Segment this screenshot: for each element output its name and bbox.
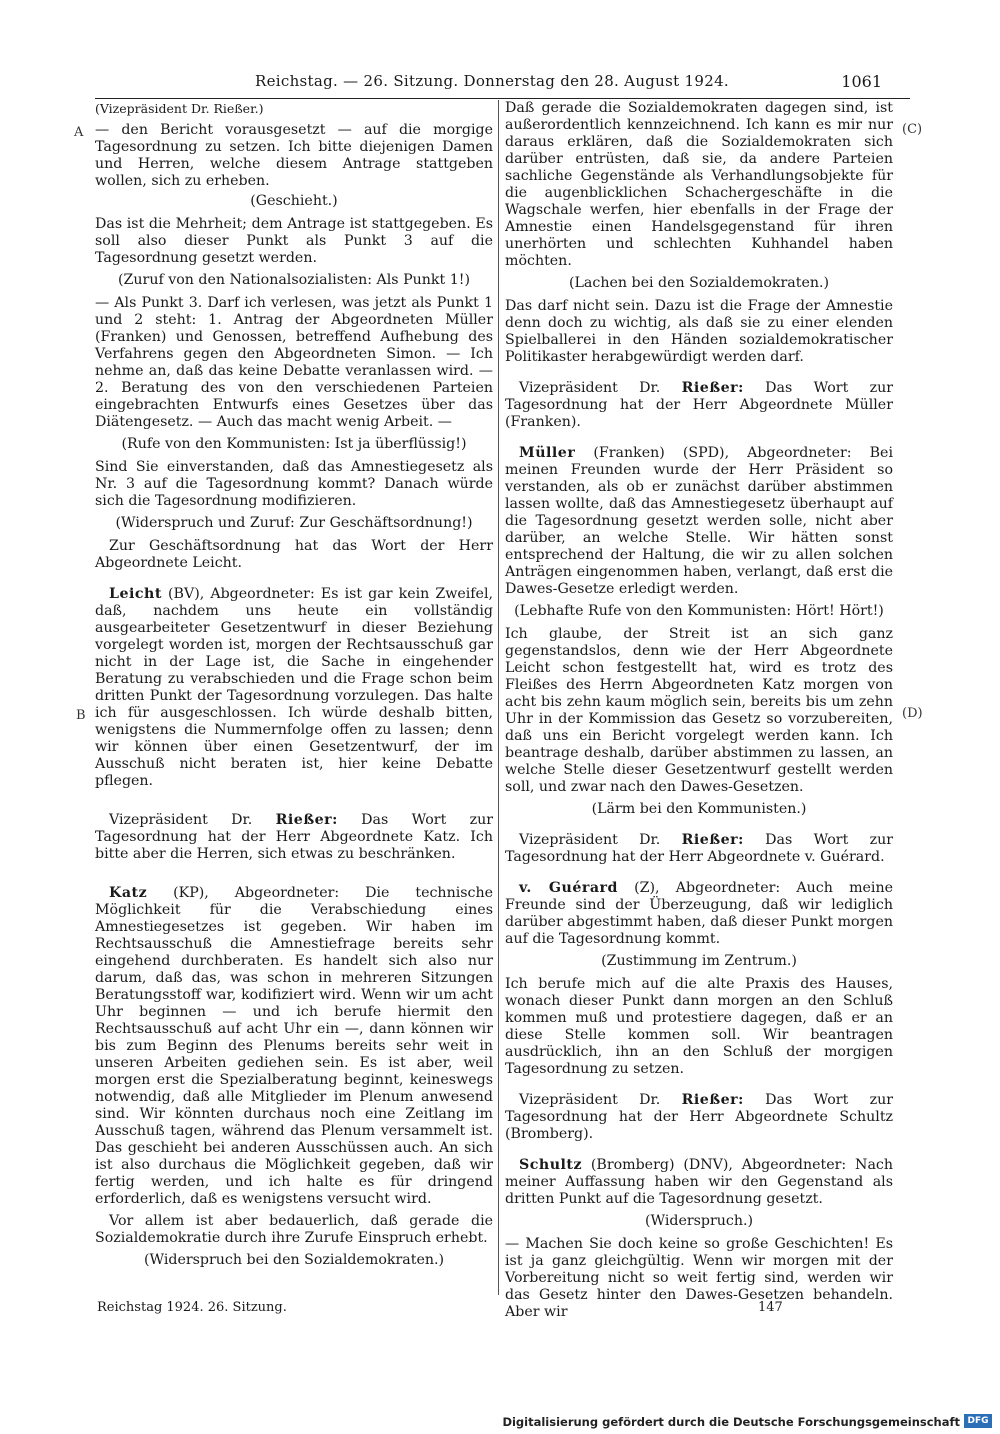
dfg-logo: DFG bbox=[964, 1414, 992, 1428]
speech bbox=[505, 380, 893, 431]
speaker-title: Vizepräsident Dr. bbox=[519, 380, 682, 396]
speaker-name: Rießer: bbox=[275, 812, 338, 828]
speaker-name: Rießer: bbox=[681, 380, 744, 396]
speaker-name: Rießer: bbox=[681, 1092, 744, 1108]
column-divider bbox=[498, 100, 499, 1295]
speech-text: Das Wort zur Tagesordnung hat der Herr Abgeordnete Schultz (Bromberg). bbox=[505, 1092, 893, 1142]
margin-mark-c: (C) bbox=[902, 122, 923, 137]
stage-direction: (Zuruf von den Nationalsozialisten: Als Punkt 1!) bbox=[118, 272, 470, 288]
stage-direction: (Lebhafte Rufe von den Kommunisten: Hört! Hört!) bbox=[514, 603, 884, 619]
paragraph: Das ist die Mehrheit; dem Antrage ist stattgegeben. Es soll also dieser Punkt als Punkt 3 auf die Tagesordnung gesetzt werden. bbox=[95, 216, 493, 266]
paragraph: Daß gerade die Sozialdemokraten dagegen sind, ist außerordentlich kennzeichnend. Ich kann es mir nur daraus erklären, daß die Sozialdemokraten sich darüber entrüsten, daß sie, da andere Parteien sachliche Gegenstände als Verhandlungsobjekte für die augenblicklichen Schachergeschäfte in die Wagschale werfen, hier ebenfalls in der Frage der Amnestie einen Handelsgegenstand für ihren unerhörten und schlechten Kuhhandel haben möchten. bbox=[505, 100, 893, 269]
speech-text: Das Wort zur Tagesordnung hat der Herr Abgeordnete Müller (Franken). bbox=[505, 380, 893, 430]
speaker-title: Vizepräsident Dr. bbox=[109, 812, 276, 828]
footer-sheet-number: 147 bbox=[758, 1300, 783, 1315]
right-column bbox=[505, 100, 893, 1326]
speaker-name: v. Guérard bbox=[519, 880, 618, 896]
paragraph: Das darf nicht sein. Dazu ist die Frage der Amnestie denn doch zu wichtig, als daß sie zu einer elenden Spielballerei in den Händen sozialdemokratischer Politikaster herabgewürdigt werden darf. bbox=[505, 298, 893, 365]
footer-session: Reichstag 1924. 26. Sitzung. bbox=[97, 1300, 287, 1315]
stage-direction: (Widerspruch.) bbox=[644, 1213, 754, 1229]
stage-direction: (Zustimmung im Zentrum.) bbox=[601, 953, 797, 969]
paragraph: Ich berufe mich auf die alte Praxis des Hauses, wonach dieser Punkt dann morgen an den Schluß kommen muß und protestiere dagegen, daß er an diese Stelle kommen soll. Wir beantragen ausdrücklich, ihn an den Schluß der morgigen Tagesordnung zu setzen. bbox=[505, 976, 893, 1077]
speaker-title: Vizepräsident Dr. bbox=[519, 832, 682, 848]
speech-text: (KP), Abgeordneter: Die technische Möglichkeit für die Verabschiedung eines Amnestiegesetzes ist gegeben. Wir haben im Rechtsausschuß die Amnestiefrage bereits sehr eingehend durchberaten. Es handelt sich also nur darum, daß das, was schon in mehreren Sitzungen Beratungsstoff war, kodifiziert wird. Wenn wir um acht Uhr beginnen — und ich berufe hiermit den Rechtsausschuß auf acht Uhr ein —, dann können wir bis zum Beginn des Plenums bereits sehr weit in unseren Arbeiten gediehen sein. Es ist aber, weil morgen erst die Spezialberatung beginnt, keineswegs notwendig, daß alle Mitglieder im Plenum anwesend sind. Wir könnten durchaus noch eine Zeitlang im Ausschuß tagen, während das Plenum versammelt ist. Das geschieht bei anderen Ausschüssen auch. An sich ist also durchaus die Möglichkeit gegeben, daß wir fertig werden, und ich halte es für dringend erforderlich, daß es wenigstens versucht wird. bbox=[95, 885, 493, 1207]
stage-direction: (Lärm bei den Kommunisten.) bbox=[591, 801, 807, 817]
running-header bbox=[95, 70, 910, 99]
speech-text: (BV), Abgeordneter: Es ist gar kein Zweifel, daß, nachdem uns heute ein vollständig ausgearbeiteter Gesetzentwurf in dieser Beziehung vorgelegt worden ist, morgen der Rechtsausschuß gar nicht in der Lage ist, die Sache in eingehender Beratung zu verabschieden und die Frage schon beim dritten Punkt der Tagesordnung vorzulegen. Das halte ich für ausgeschlossen. Ich würde deshalb bitten, wenigstens die Nummernfolge offen zu lassen; denn wir können über einen Gesetzentwurf, der im Ausschuß nicht beraten ist, hier keine Debatte pflegen. bbox=[95, 586, 493, 789]
paragraph: Zur Geschäftsordnung hat das Wort der Herr Abgeordnete Leicht. bbox=[95, 538, 493, 571]
speaker-name: Schultz bbox=[519, 1157, 583, 1173]
paragraph: — den Bericht vorausgesetzt — auf die morgige Tagesordnung zu setzen. Ich bitte diejenigen Damen und Herren, welche diesem Antrage stattgeben wollen, sich zu erheben. bbox=[95, 122, 493, 189]
speech-text: Das Wort zur Tagesordnung hat der Herr Abgeordnete Katz. Ich bitte aber die Herren, sich etwas zu beschränken. bbox=[95, 812, 493, 862]
speaker-title: Vizepräsident Dr. bbox=[519, 1092, 682, 1108]
speech bbox=[505, 880, 893, 948]
margin-mark-b: B bbox=[76, 708, 86, 723]
speech bbox=[505, 1157, 893, 1208]
margin-mark-a: A bbox=[74, 125, 84, 140]
paragraph: Vor allem ist aber bedauerlich, daß gerade die Sozialdemokratie durch ihre Zurufe Einspruch erhebt. bbox=[95, 1213, 493, 1246]
paragraph: Ich glaube, der Streit ist an sich ganz gegenstandslos, denn wie der Herr Abgeordnete Leicht schon festgestellt hat, wird es trotz des Fleißes des Herrn Abgeordneten Katz morgen von acht bis zehn kaum möglich sein, bereits bis um zehn Uhr in der Kommission das Gesetz so vorzubereiten, daß uns ein Bericht vorgelegt werden kann. Ich beantrage deshalb, darüber abstimmen zu lassen, an welche Stelle dieser Gesetzentwurf gestellt werden soll, und zwar nach den Dawes-Gesetzen. bbox=[505, 626, 893, 795]
speech bbox=[95, 885, 493, 1208]
paragraph: — Als Punkt 3. Darf ich verlesen, was jetzt als Punkt 1 und 2 steht: 1. Antrag der Abgeordneten Müller (Franken) und Genossen, betreffend Aufhebung des Verfahrens gegen den Abgeordneten Simon. — Ich nehme an, daß das keine Debatte veranlassen wird. — 2. Beratung des von den verschiedenen Parteien eingebrachten Entwurfs eines Gesetzes über das Diätengesetz. — Auch das macht wenig Arbeit. — bbox=[95, 295, 493, 430]
speech bbox=[95, 586, 493, 790]
paragraph: Sind Sie einverstanden, daß das Amnestiegesetz als Nr. 3 auf die Tagesordnung kommt? Danach würde sich die Tagesordnung modifizieren. bbox=[95, 459, 493, 509]
speaker-name: Müller bbox=[519, 445, 576, 461]
dfg-notice: Digitalisierung gefördert durch die Deutsche Forschungsgemeinschaft bbox=[502, 1415, 960, 1429]
margin-mark-d: (D) bbox=[902, 706, 923, 721]
speaker-continuation: (Vizepräsident Dr. Rießer.) bbox=[95, 101, 264, 116]
speaker-name: Leicht bbox=[109, 586, 162, 602]
stage-direction: (Widerspruch bei den Sozialdemokraten.) bbox=[143, 1252, 445, 1268]
speech-text: (Franken) (SPD), Abgeordneter: Bei meinen Freunden wurde der Herr Präsident so verstanden, als ob er zunächst darüber abstimmen lassen wollte, daß das Amnestiegesetz überhaupt auf die Tagesordnung gesetzt werden solle, nicht aber darüber, an welche Stelle. Wir hätten sonst entsprechend der Haltung, die wir zu allen solchen Anträgen eingenommen haben, verlangt, daß erst die Dawes-Gesetze erledigt werden. bbox=[505, 445, 893, 597]
stage-direction: (Widerspruch und Zuruf: Zur Geschäftsordnung!) bbox=[115, 515, 473, 531]
speaker-name: Katz bbox=[109, 885, 148, 901]
speech bbox=[505, 832, 893, 866]
stage-direction: (Lachen bei den Sozialdemokraten.) bbox=[568, 275, 830, 291]
speech-text: (Z), Abgeordneter: Auch meine Freunde sind der Überzeugung, daß wir lediglich darüber abgestimmt haben, daß dieser Punkt morgen auf die Tagesordnung kommt. bbox=[505, 880, 893, 947]
left-column bbox=[95, 100, 493, 1275]
speech bbox=[95, 812, 493, 863]
page-number: 1061 bbox=[841, 72, 882, 91]
speech-text: Das Wort zur Tagesordnung hat der Herr Abgeordnete v. Guérard. bbox=[505, 832, 893, 865]
speech bbox=[505, 1092, 893, 1143]
dfg-notice-bar bbox=[0, 1412, 1000, 1434]
stage-direction: (Rufe von den Kommunisten: Ist ja überflüssig!) bbox=[121, 436, 467, 452]
speech bbox=[505, 445, 893, 598]
speech-text: (Bromberg) (DNV), Abgeordneter: Nach meiner Auffassung haben wir den Gegenstand als dritten Punkt auf die Tagesordnung gesetzt. bbox=[505, 1157, 893, 1207]
running-title: Reichstag. — 26. Sitzung. Donnerstag den 28. August 1924. bbox=[255, 72, 729, 90]
speaker-name: Rießer: bbox=[681, 832, 744, 848]
stage-direction: (Geschieht.) bbox=[250, 193, 338, 209]
paragraph: — Machen Sie doch keine so große Geschichten! Es ist ja ganz gleichgültig. Wenn wir morgen mit der Vorbereitung nicht so weit fertig sind, werden wir das Gesetz hinter den Dawes-Gesetzen behandeln. Aber wir bbox=[505, 1236, 893, 1320]
